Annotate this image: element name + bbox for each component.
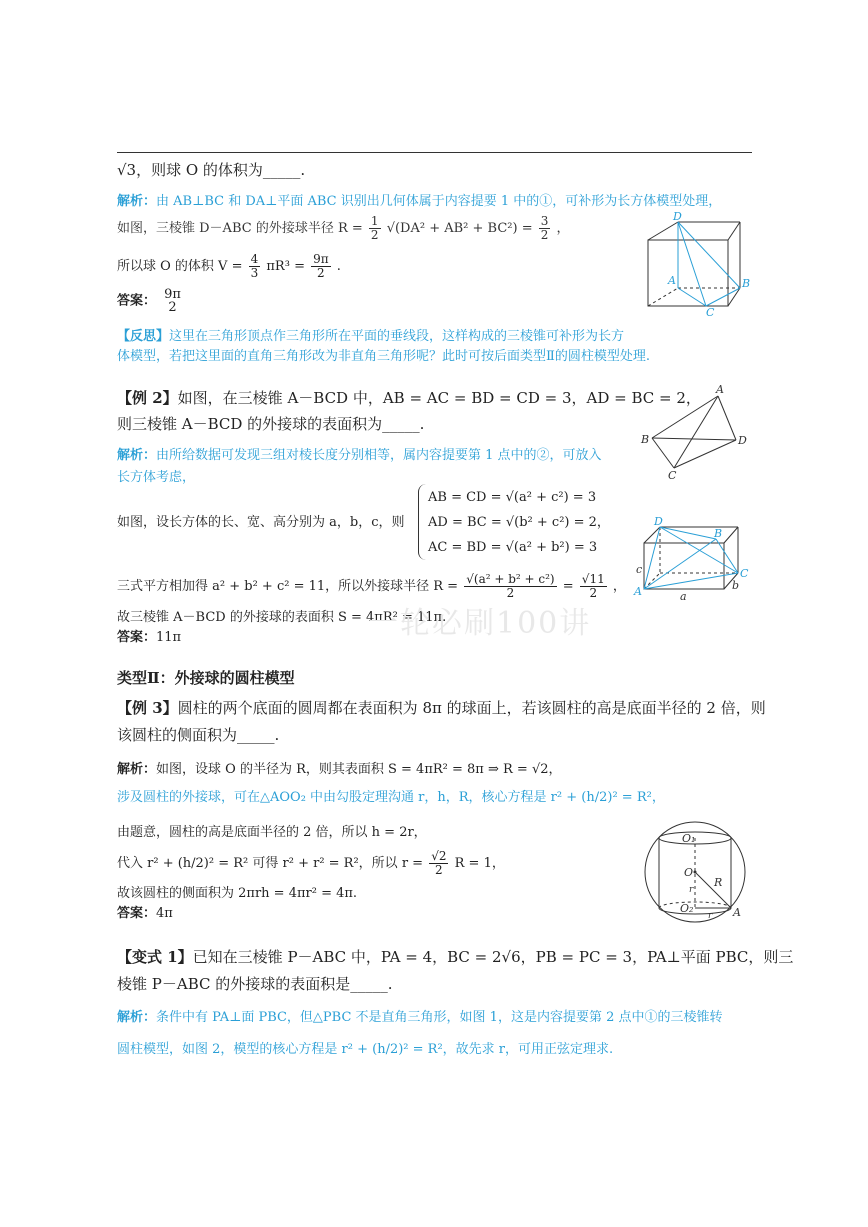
- svg-text:r: r: [689, 885, 694, 895]
- reflection-line-1: 【反思】这里在三角形顶点作三角形所在平面的垂线段，这样构成的三棱锥可补形为长方: [117, 329, 625, 344]
- header-rule: [117, 152, 752, 153]
- svg-text:D: D: [654, 515, 663, 528]
- svg-text:O: O: [684, 866, 694, 879]
- label-D: D: [673, 210, 682, 223]
- tetrahedron-figure: [638, 382, 760, 482]
- cuboid-figure-1: [640, 210, 755, 318]
- svg-text:B: B: [714, 527, 723, 540]
- variant-1-solution-2: 圆柱模型，如图 2，模型的核心方程是 r² + (h/2)² = R²，故先求 r，可用正弦定理求.: [117, 1042, 614, 1057]
- example-2-line-2: 则三棱锥 A－BCD 的外接球的表面积为_____.: [117, 415, 425, 433]
- label-C: C: [706, 306, 715, 318]
- svg-text:b: b: [732, 579, 740, 592]
- example-3-solution-3: 由题意，圆柱的高是底面半径的 2 倍，所以 h = 2r，: [117, 825, 427, 840]
- svg-text:O₂: O₂: [680, 902, 694, 915]
- example-2-line-1: 【例 2】如图，在三棱锥 A－BCD 中，AB = AC = BD = CD = 3，AD = BC = 2，: [117, 389, 701, 407]
- example-3-line-2: 该圆柱的侧面积为_____.: [117, 726, 280, 744]
- svg-text:A: A: [716, 383, 724, 396]
- example-2-solution-5: 故三棱锥 A－BCD 的外接球的表面积 S = 4πR² = 11π.: [117, 610, 447, 625]
- svg-text:B: B: [641, 433, 650, 446]
- variant-1-solution-1: 解析：条件中有 PA⊥面 PBC，但△PBC 不是直角三角形，如图 1，这是内容提要第 2 点中①的三棱锥转: [117, 1010, 723, 1025]
- svg-text:R: R: [714, 876, 723, 889]
- equation-2: AD = BC = √(b² + c²) = 2，: [428, 515, 610, 530]
- section-heading: 类型Ⅱ：外接球的圆柱模型: [117, 669, 295, 687]
- variant-1-line-2: 棱锥 P－ABC 的外接球的表面积是_____.: [117, 975, 393, 993]
- variant-1-line-1: 【变式 1】已知在三棱锥 P－ABC 中，PA = 4，BC = 2√6，PB = PC = 3，PA⊥平面 PBC，则三: [117, 948, 794, 966]
- example-3-line-1: 【例 3】圆柱的两个底面的圆周都在表面积为 8π 的球面上，若该圆柱的高是底面半径的 2 倍，则: [117, 699, 766, 717]
- equation-1: AB = CD = √(a² + c²) = 3: [428, 490, 597, 505]
- svg-text:C: C: [668, 469, 677, 482]
- solution-line-1: 解析：由 AB⊥BC 和 DA⊥平面 ABC 识别出几何体属于内容提要 1 中的①，可补形为长方体模型处理，: [117, 194, 722, 209]
- label-A: A: [668, 274, 676, 287]
- svg-text:O₁: O₁: [682, 832, 696, 845]
- svg-text:D: D: [738, 434, 747, 447]
- label-B: B: [742, 277, 751, 290]
- equation-3: AC = BD = √(a² + b²) = 3: [428, 540, 598, 555]
- example-3-solution-2: 涉及圆柱的外接球，可在△AOO₂ 中由勾股定理沟通 r，h，R，核心方程是 r² + (h/2)² = R²，: [117, 790, 665, 805]
- example-2-solution-1: 解析：由所给数据可发现三组对棱长度分别相等，属内容提要第 1 点中的②，可放入: [117, 448, 602, 463]
- example-2-solution-4: 三式平方相加得 a² + b² + c² = 11，所以外接球半径 R = $\frac{\text{√(a² + b² + c²)}}{2}$ = $\frac{√11}{2}$ ，: [117, 572, 626, 600]
- solution-line-2: 如图，三棱锥 D－ABC 的外接球半径 R = $\frac{1}{2}$ √(DA² + AB² + BC²) = $\frac{3}{2}$ ，: [117, 214, 570, 242]
- svg-text:A: A: [634, 585, 642, 598]
- example-3-solution-1: 解析：如图，设球 O 的半径为 R，则其表面积 S = 4πR² = 8π ⇒ R = √2，: [117, 762, 562, 777]
- svg-text:r: r: [708, 911, 713, 921]
- svg-text:c: c: [636, 563, 643, 576]
- watermark: 一轮必刷100讲: [368, 606, 592, 641]
- example-2-solution-2: 长方体考虑，: [117, 470, 196, 485]
- svg-text:C: C: [740, 567, 749, 580]
- cuboid-figure-2: [630, 515, 760, 601]
- answer-3: 答案：4π: [117, 906, 173, 921]
- answer-2: 答案：11π: [117, 630, 182, 645]
- problem-continuation: √3，则球 O 的体积为_____.: [117, 161, 306, 179]
- reflection-line-2: 体模型，若把这里面的直角三角形改为非直角三角形呢？此时可按后面类型Ⅱ的圆柱模型处理.: [117, 349, 650, 364]
- svg-text:a: a: [680, 590, 687, 601]
- svg-text:A: A: [733, 906, 741, 919]
- solution-line-3: 所以球 O 的体积 V = $\frac{4}{3}$ πR³ = $\frac{9\pi}{2}$ .: [117, 252, 341, 280]
- sphere-cylinder-figure: [640, 820, 760, 924]
- example-2-solution-3: 如图，设长方体的长、宽、高分别为 a，b，c，则: [117, 515, 405, 530]
- example-3-solution-5: 故该圆柱的侧面积为 2πrh = 4πr² = 4π.: [117, 886, 358, 901]
- example-3-solution-4: 代入 r² + (h/2)² = R² 可得 r² + r² = R²，所以 r = $\frac{√2}{2}$ R = 1，: [117, 849, 505, 877]
- answer-1: 答案： 9π 2: [117, 287, 181, 315]
